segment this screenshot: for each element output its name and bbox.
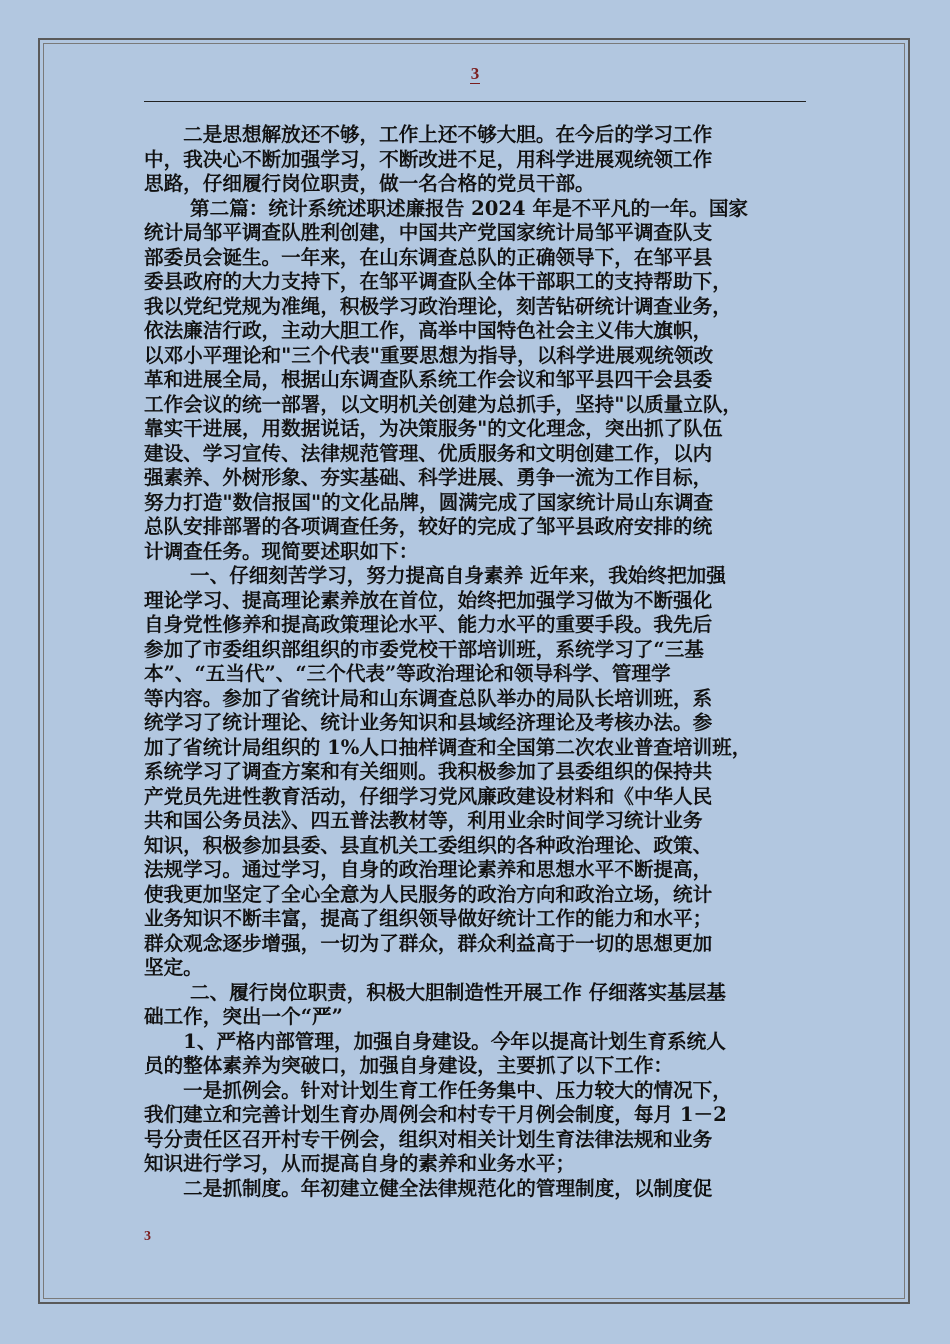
text-line: 部委员会诞生。一年来，在山东调查总队的正确领导下，在邹平县: [144, 245, 713, 269]
text-line: 一是抓例会。针对计划生育工作任务集中、压力较大的情况下，: [144, 1078, 732, 1102]
page-number-header: [0, 64, 950, 84]
text-line: 我以党纪党规为准绳，积极学习政治理论，刻苦钻研统计调查业务，: [144, 294, 732, 318]
text-line: 建设、学习宣传、法律规范管理、优质服务和文明创建工作，以内: [144, 441, 713, 465]
text-line: 工作会议的统一部署，以文明机关创建为总抓手，坚持"以质量立队，: [144, 392, 743, 416]
text-line: 强素养、外树形象、夯实基础、科学进展、勇争一流为工作目标，: [144, 466, 713, 489]
text-line: 计调查任务。现简要述职如下：: [144, 539, 419, 563]
text-line: 1、严格内部管理，加强自身建设。今年以提高计划生育系统人: [144, 1029, 726, 1053]
text-line: 加了省统计局组织的 1%人口抽样调查和全国第二次农业普查培训班，: [144, 735, 752, 759]
text-line: 总队安排部署的各项调查任务，较好的完成了邹平县政府安排的统: [144, 515, 713, 538]
text-line: 知识进行学习，从而提高自身的素养和业务水平；: [144, 1152, 576, 1175]
text-line: 业务知识不断丰富，提高了组织领导做好统计工作的能力和水平；: [144, 907, 713, 930]
text-line: 产党员先进性教育活动，仔细学习党风廉政建设材料和《中华人民: [144, 784, 713, 808]
page-number-footer: 3: [144, 1229, 151, 1244]
text-line: 员的整体素养为突破口，加强自身建设，主要抓了以下工作：: [144, 1054, 674, 1077]
text-line: 自身党性修养和提高政策理论水平、能力水平的重要手段。我先后: [144, 613, 713, 636]
text-line: 二是抓制度。年初建立健全法律规范化的管理制度，以制度促: [144, 1176, 713, 1200]
text-line: 号分责任区召开村专干例会，组织对相关计划生育法律法规和业务: [144, 1127, 713, 1151]
text-line: 群众观念逐步增强，一切为了群众，群众利益高于一切的思想更加: [144, 931, 713, 955]
text-line: 第二篇：统计系统述职述廉报告 2024 年是不平凡的一年。国家: [144, 196, 749, 220]
text-line: 法规学习。通过学习，自身的政治理论素养和思想水平不断提高，: [144, 858, 713, 881]
text-line: 统学习了统计理论、统计业务知识和县域经济理论及考核办法。参: [144, 711, 713, 734]
text-line: 靠实干进展，用数据说话，为决策服务"的文化理念，突出抓了队伍: [144, 417, 723, 440]
text-line: 二、履行岗位职责，积极大胆制造性开展工作 仔细落实基层基: [144, 980, 726, 1004]
text-line: 系统学习了调查方案和有关细则。我积极参加了县委组织的保持共: [144, 760, 713, 783]
text-line: 使我更加坚定了全心全意为人民服务的政治方向和政治立场，统计: [144, 882, 713, 906]
page-number-header-text: 3: [470, 64, 480, 83]
text-line: 本”、“五当代”、“三个代表”等政治理论和领导科学、管理学: [144, 662, 671, 685]
text-line: 坚定。: [144, 956, 203, 979]
header-rule: [144, 101, 806, 102]
text-line: 知识，积极参加县委、县直机关工委组织的各种政治理论、政策、: [144, 833, 713, 857]
text-line: 我们建立和完善计划生育办周例会和村专干月例会制度，每月 1－2: [144, 1103, 727, 1126]
text-line: 统计局邹平调查队胜利创建，中国共产党国家统计局邹平调查队支: [144, 221, 713, 244]
text-line: 理论学习、提高理论素养放在首位，始终把加强学习做为不断强化: [144, 588, 713, 612]
text-line: 以邓小平理论和"三个代表"重要思想为指导，以科学进展观统领改: [144, 343, 714, 367]
text-line: 委县政府的大力支持下，在邹平调查队全体干部职工的支持帮助下，: [144, 270, 732, 293]
text-line: 等内容。参加了省统计局和山东调查总队举办的局队长培训班，系: [144, 686, 713, 710]
text-line: 依法廉洁行政，主动大胆工作，高举中国特色社会主义伟大旗帜，: [144, 319, 713, 342]
text-line: 努力打造"数信报国"的文化品牌，圆满完成了国家统计局山东调查: [144, 490, 714, 514]
text-line: 参加了市委组织部组织的市委党校干部培训班，系统学习了“三基: [144, 637, 704, 661]
text-line: 础工作，突出一个“严”: [144, 1005, 343, 1028]
text-line: 一、仔细刻苦学习，努力提高自身素养 近年来，我始终把加强: [144, 564, 726, 587]
document-body: [144, 123, 820, 1201]
text-line: 二是思想解放还不够，工作上还不够大胆。在今后的学习工作: [144, 123, 713, 146]
text-line: 中，我决心不断加强学习，不断改进不足，用科学进展观统领工作: [144, 147, 713, 171]
text-line: 共和国公务员法》、四五普法教材等，利用业余时间学习统计业务: [144, 809, 703, 832]
text-line: 思路，仔细履行岗位职责，做一名合格的党员干部。: [144, 172, 595, 195]
text-line: 革和进展全局，根据山东调查队系统工作会议和邹平县四干会县委: [144, 368, 713, 391]
